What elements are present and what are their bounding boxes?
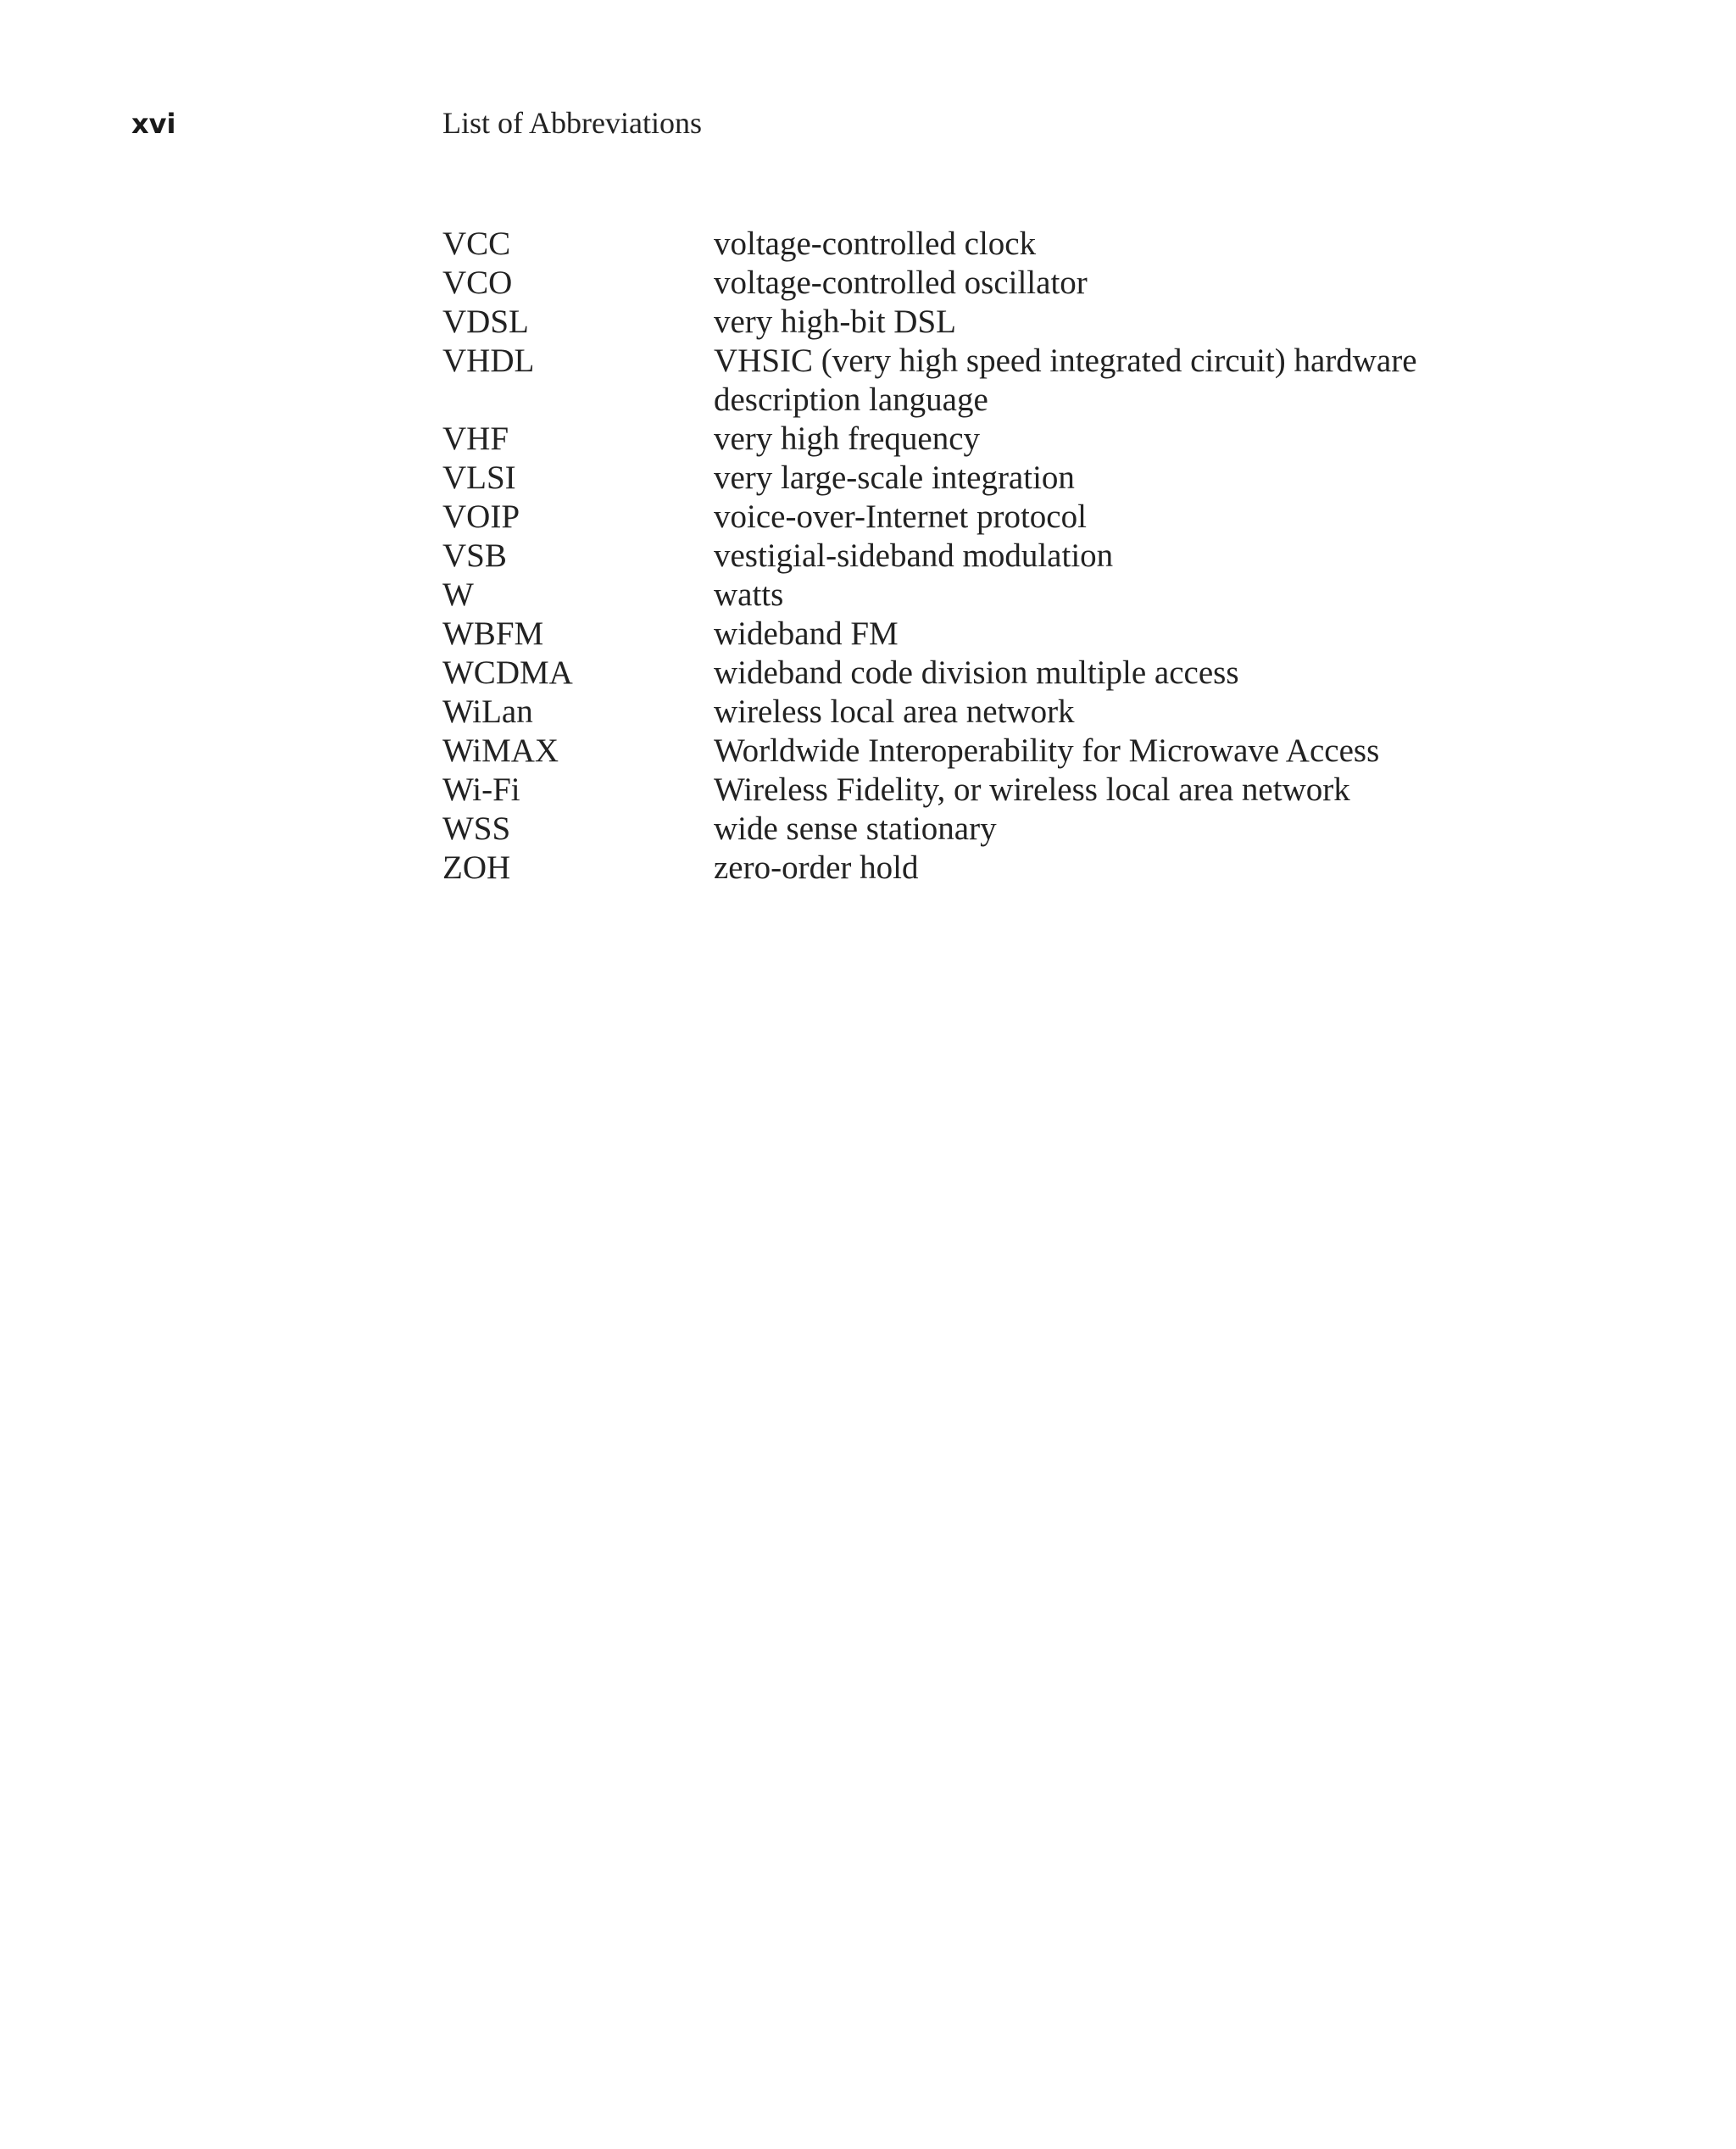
abbreviation-definition: voltage-controlled oscillator	[714, 264, 1088, 301]
abbreviation-definition: wideband FM	[714, 615, 899, 652]
abbreviation-row	[442, 810, 1460, 849]
abbreviation-row	[442, 303, 1460, 342]
abbreviation-row	[442, 615, 1460, 654]
page-number: xvi	[131, 108, 176, 140]
abbreviation-term: WSS	[442, 810, 511, 847]
abbreviation-definition: very large-scale integration	[714, 459, 1075, 496]
abbreviation-term: VOIP	[442, 498, 520, 535]
abbreviation-term: WiMAX	[442, 732, 559, 769]
abbreviation-term: WiLan	[442, 693, 533, 730]
abbreviation-term: VHF	[442, 420, 509, 457]
abbreviation-definition: very high frequency	[714, 420, 981, 457]
abbreviation-term: WCDMA	[442, 654, 573, 691]
abbreviation-row	[442, 420, 1460, 459]
abbreviation-definition: VHSIC (very high speed integrated circuit) hardware description language	[714, 342, 1417, 418]
abbreviation-definition: very high-bit DSL	[714, 303, 956, 340]
abbreviation-row	[442, 537, 1460, 576]
abbreviation-row	[442, 498, 1460, 537]
abbreviation-definition: watts	[714, 576, 784, 613]
abbreviation-definition: Wireless Fidelity, or wireless local area network	[714, 771, 1350, 808]
abbreviation-definition: wireless local area network	[714, 693, 1075, 730]
abbreviation-row	[442, 225, 1460, 264]
abbreviation-row	[442, 576, 1460, 615]
abbreviation-row	[442, 693, 1460, 732]
running-head: List of Abbreviations	[442, 106, 702, 140]
abbreviation-term: W	[442, 576, 474, 613]
abbreviation-row	[442, 459, 1460, 498]
abbreviation-definition: Worldwide Interoperability for Microwave Access	[714, 732, 1380, 769]
abbreviation-term: Wi-Fi	[442, 771, 520, 808]
abbreviation-definition: zero-order hold	[714, 849, 919, 886]
abbreviation-row	[442, 264, 1460, 303]
abbreviation-row	[442, 654, 1460, 693]
abbreviation-term: VHDL	[442, 342, 535, 379]
abbreviation-row	[442, 732, 1460, 771]
abbreviation-definition: vestigial-sideband modulation	[714, 537, 1114, 574]
abbreviation-term: VLSI	[442, 459, 516, 496]
abbreviation-term: VCC	[442, 225, 511, 262]
abbreviation-definition: wide sense stationary	[714, 810, 997, 847]
abbreviation-term: VSB	[442, 537, 507, 574]
abbreviation-definition: wideband code division multiple access	[714, 654, 1239, 691]
abbreviation-row	[442, 771, 1460, 810]
abbreviation-term: ZOH	[442, 849, 511, 886]
abbreviation-term: WBFM	[442, 615, 544, 652]
abbreviation-term: VDSL	[442, 303, 529, 340]
abbreviation-list	[442, 225, 1460, 888]
abbreviation-definition: voltage-controlled clock	[714, 225, 1037, 262]
abbreviation-row	[442, 849, 1460, 888]
abbreviation-definition: voice-over-Internet protocol	[714, 498, 1087, 535]
abbreviation-term: VCO	[442, 264, 513, 301]
abbreviation-row	[442, 342, 1460, 420]
